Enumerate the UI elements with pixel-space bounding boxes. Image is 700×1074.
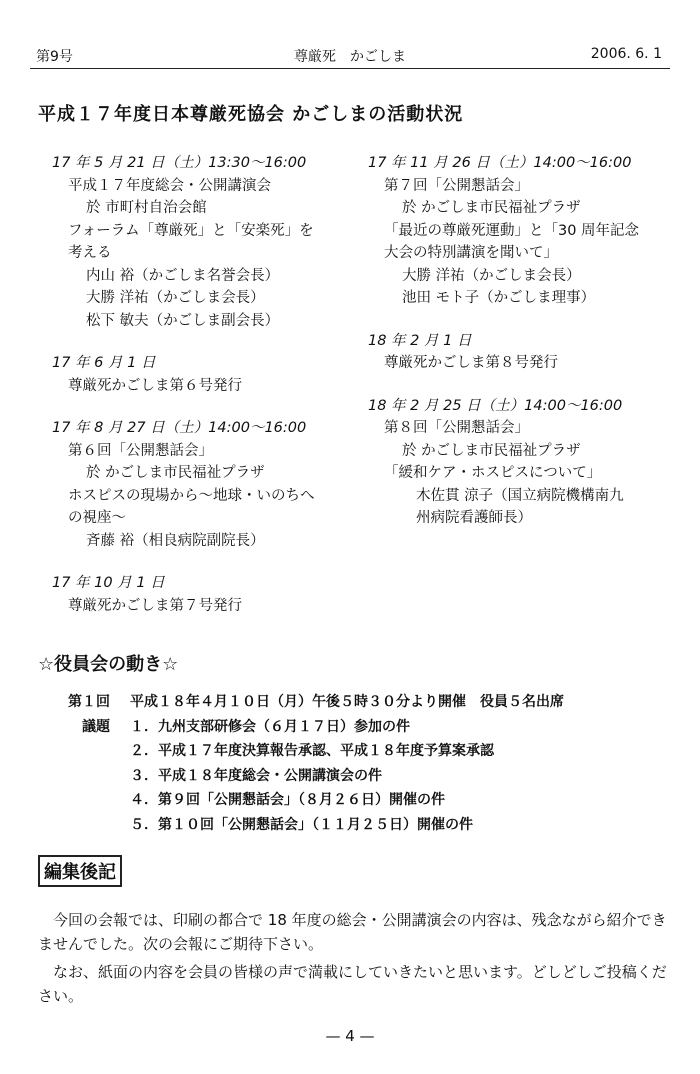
- entry-line: 内山 裕（かごしま名誉会長）: [86, 267, 280, 284]
- activity-column-right: [368, 152, 678, 550]
- entry-date: 18 年 2 月 1 日: [368, 332, 472, 349]
- activity-entry: [52, 417, 362, 552]
- agenda-item: [68, 764, 564, 789]
- entry-line: 於 かごしま市民福祉プラザ: [402, 200, 581, 216]
- page-number: — 4 —: [325, 1027, 375, 1045]
- agenda-item: [68, 788, 564, 813]
- entry-line: 於 かごしま市民福祉プラザ: [402, 442, 581, 459]
- agenda-item: [68, 813, 564, 838]
- issue-number: 第9号: [36, 49, 73, 65]
- agenda-item-text: ４．第９回「公開懇話会」（８月２６日）開催の件: [130, 792, 445, 808]
- page-title: 平成１７年度日本尊厳死協会 かごしまの活動状況: [38, 104, 464, 125]
- agenda-list: [68, 715, 564, 838]
- activity-entry: [368, 395, 678, 530]
- entry-line: 於 かごしま市民福祉プラザ: [86, 465, 265, 481]
- board-section-title: ☆役員会の動き☆: [38, 654, 179, 675]
- meeting-text: 平成１８年４月１０日（月）午後５時３０分より開催 役員５名出席: [130, 694, 564, 710]
- publication-date: 2006. 6. 1: [590, 46, 662, 62]
- editorial-paragraph: なお、紙面の内容を会員の皆様の声で満載にしていきたいと思います。どしどしご投稿ください。: [38, 963, 667, 1005]
- entry-line: 大勝 洋祐（かごしま会長）: [402, 267, 581, 284]
- entry-line: ホスピスの現場から〜地球・いのちへ: [68, 487, 315, 504]
- entry-line: 於 市町村自治会館: [86, 200, 207, 216]
- entry-line: 第７回「公開懇話会」: [384, 177, 529, 194]
- activity-entry: [52, 572, 362, 617]
- entry-line: 大勝 洋祐（かごしま会長）: [86, 290, 265, 306]
- page-header: [30, 40, 670, 68]
- entry-line: 尊厳死かごしま第７号発行: [68, 597, 242, 614]
- entry-line: 「最近の尊厳死運動」と「30 周年記念: [384, 222, 640, 239]
- agenda-item: [68, 739, 564, 764]
- entry-line: 第８回「公開懇話会」: [384, 420, 529, 436]
- publication-name: 尊厳死 かごしま: [294, 49, 406, 65]
- agenda-item: [68, 715, 564, 740]
- entry-line: 考える: [68, 245, 112, 261]
- activity-entry: [368, 330, 678, 375]
- entry-line: 大会の特別講演を聞いて」: [384, 245, 558, 261]
- entry-date: 17 年 6 月 1 日: [52, 355, 156, 371]
- agenda-item-text: ２．平成１７年度決算報告承認、平成１８年度予算案承認: [130, 743, 494, 759]
- activity-entry: [52, 152, 362, 332]
- entry-line: 尊厳死かごしま第６号発行: [68, 377, 242, 394]
- header-rule: [30, 68, 670, 69]
- agenda-label: 議題: [82, 718, 110, 735]
- editorial-paragraph: 今回の会報では、印刷の都合で 18 年度の総会・公開講演会の内容は、残念ながら紹介できませんでした。次の会報にご期待下さい。: [38, 911, 667, 953]
- entry-line: 平成１７年度総会・公開講演会: [68, 177, 271, 194]
- entry-line: 池田 モト子（かごしま理事）: [402, 290, 596, 306]
- meeting-row: [68, 690, 564, 715]
- entry-date: 17 年 10 月 1 日: [52, 575, 165, 591]
- entry-line: 尊厳死かごしま第８号発行: [384, 355, 558, 371]
- activity-entry: [52, 352, 362, 397]
- activity-column-left: [52, 152, 362, 637]
- entry-line: 斉藤 裕（相良病院副院長）: [86, 532, 265, 549]
- entry-date: 17 年 5 月 21 日（土）13:30〜16:00: [52, 155, 307, 171]
- entry-line: 「緩和ケア・ホスピスについて」: [384, 465, 602, 481]
- entry-line: 木佐貫 涼子（国立病院機構南九: [416, 487, 624, 504]
- entry-line: 第６回「公開懇話会」: [68, 442, 213, 459]
- board-meeting-block: [68, 690, 564, 837]
- entry-date: 17 年 11 月 26 日（土）14:00〜16:00: [368, 155, 632, 171]
- entry-date: 18 年 2 月 25 日（土）14:00〜16:00: [368, 397, 623, 414]
- agenda-item-text: １．九州支部研修会（６月１７日）参加の件: [130, 718, 410, 735]
- agenda-item-text: ５．第１０回「公開懇話会」（１１月２５日）開催の件: [130, 816, 473, 833]
- entry-line: の視座〜: [68, 510, 126, 526]
- entry-line: 松下 敏夫（かごしま副会長）: [86, 312, 280, 329]
- entry-date: 17 年 8 月 27 日（土）14:00〜16:00: [52, 420, 307, 436]
- activity-entry: [368, 152, 678, 310]
- agenda-item-text: ３．平成１８年度総会・公開講演会の件: [130, 767, 382, 784]
- editorial-title: 編集後記: [38, 855, 122, 887]
- entry-line: 州病院看護師長）: [416, 510, 532, 526]
- meeting-label: 第１回: [68, 694, 110, 710]
- entry-line: フォーラム「尊厳死」と「安楽死」を: [68, 222, 314, 239]
